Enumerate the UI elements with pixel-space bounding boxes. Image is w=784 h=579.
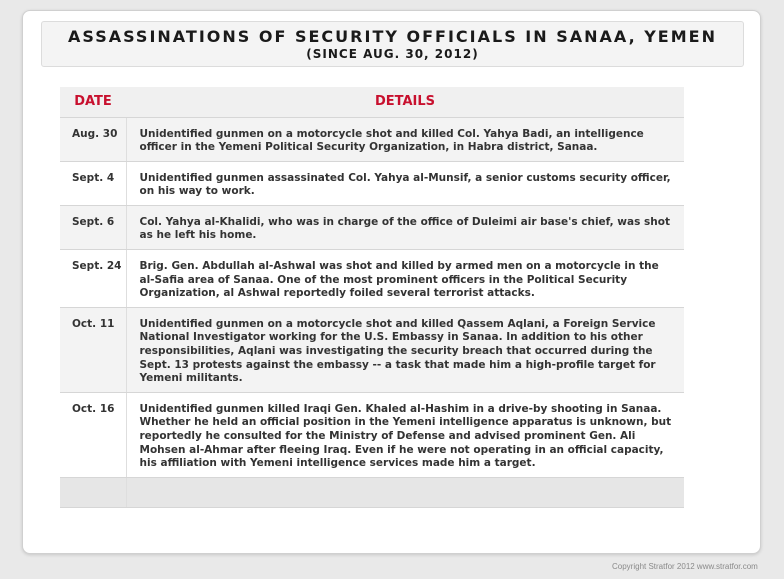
- row-date: Aug. 30: [60, 117, 126, 161]
- copyright-notice: Copyright Stratfor 2012 www.stratfor.com: [612, 562, 758, 571]
- column-header-details: DETAILS: [126, 87, 684, 117]
- row-date: Sept. 24: [60, 250, 126, 308]
- row-details: Unidentified gunmen on a motorcycle shot and killed Col. Yahya Badi, an intelligence officer in the Yemeni Political Security Organization, in Habra district, Sanaa.: [126, 117, 684, 161]
- row-date: Sept. 4: [60, 161, 126, 205]
- table-header-row: [60, 87, 684, 117]
- table-footer-row: [60, 477, 684, 507]
- table-row: [60, 117, 684, 161]
- row-date: Oct. 16: [60, 392, 126, 477]
- column-header-date: DATE: [60, 87, 126, 117]
- row-details: Unidentified gunmen on a motorcycle shot and killed Qassem Aqlani, a Foreign Service National Investigator working for the U.S. Embassy in Sanaa. In addition to his other responsibilities, Aqlani was investigating the security breach that occurred during the Sept. 13 protests against the embassy -- a task that made him a high-profile target for Yemeni militants.: [126, 307, 684, 392]
- footer-cell-details: [126, 477, 684, 507]
- row-details: Col. Yahya al-Khalidi, who was in charge of the office of Duleimi air base's chief, was shot as he left his home.: [126, 205, 684, 249]
- row-details: Brig. Gen. Abdullah al-Ashwal was shot and killed by armed men on a motorcycle in the al-Safia area of Sanaa. One of the most prominent officers in the Political Security Organization, al Ashwal reportedly foiled several terrorist attacks.: [126, 250, 684, 308]
- page-subtitle: (SINCE AUG. 30, 2012): [306, 47, 479, 61]
- page-title: ASSASSINATIONS OF SECURITY OFFICIALS IN SANAA, YEMEN: [68, 27, 717, 46]
- row-details: Unidentified gunmen killed Iraqi Gen. Khaled al-Hashim in a drive-by shooting in Sanaa. Whether he held an official position in the Yemeni intelligence apparatus is unknown, but reportedly he consulted for the Ministry of Defense and advised prominent Gen. Ali Mohsen al-Ahmar after fleeing Iraq. Even if he were not operating in an official capacity, his affiliation with Yemeni intelligence services made him a target.: [126, 392, 684, 477]
- title-band: [41, 21, 744, 67]
- table-row: [60, 250, 684, 308]
- table-row: [60, 307, 684, 392]
- assassinations-table: [60, 87, 684, 508]
- table-row: [60, 392, 684, 477]
- row-date: Sept. 6: [60, 205, 126, 249]
- row-date: Oct. 11: [60, 307, 126, 392]
- table-row: [60, 161, 684, 205]
- row-details: Unidentified gunmen assassinated Col. Yahya al-Munsif, a senior customs security officer, on his way to work.: [126, 161, 684, 205]
- table-row: [60, 205, 684, 249]
- footer-cell-date: [60, 477, 126, 507]
